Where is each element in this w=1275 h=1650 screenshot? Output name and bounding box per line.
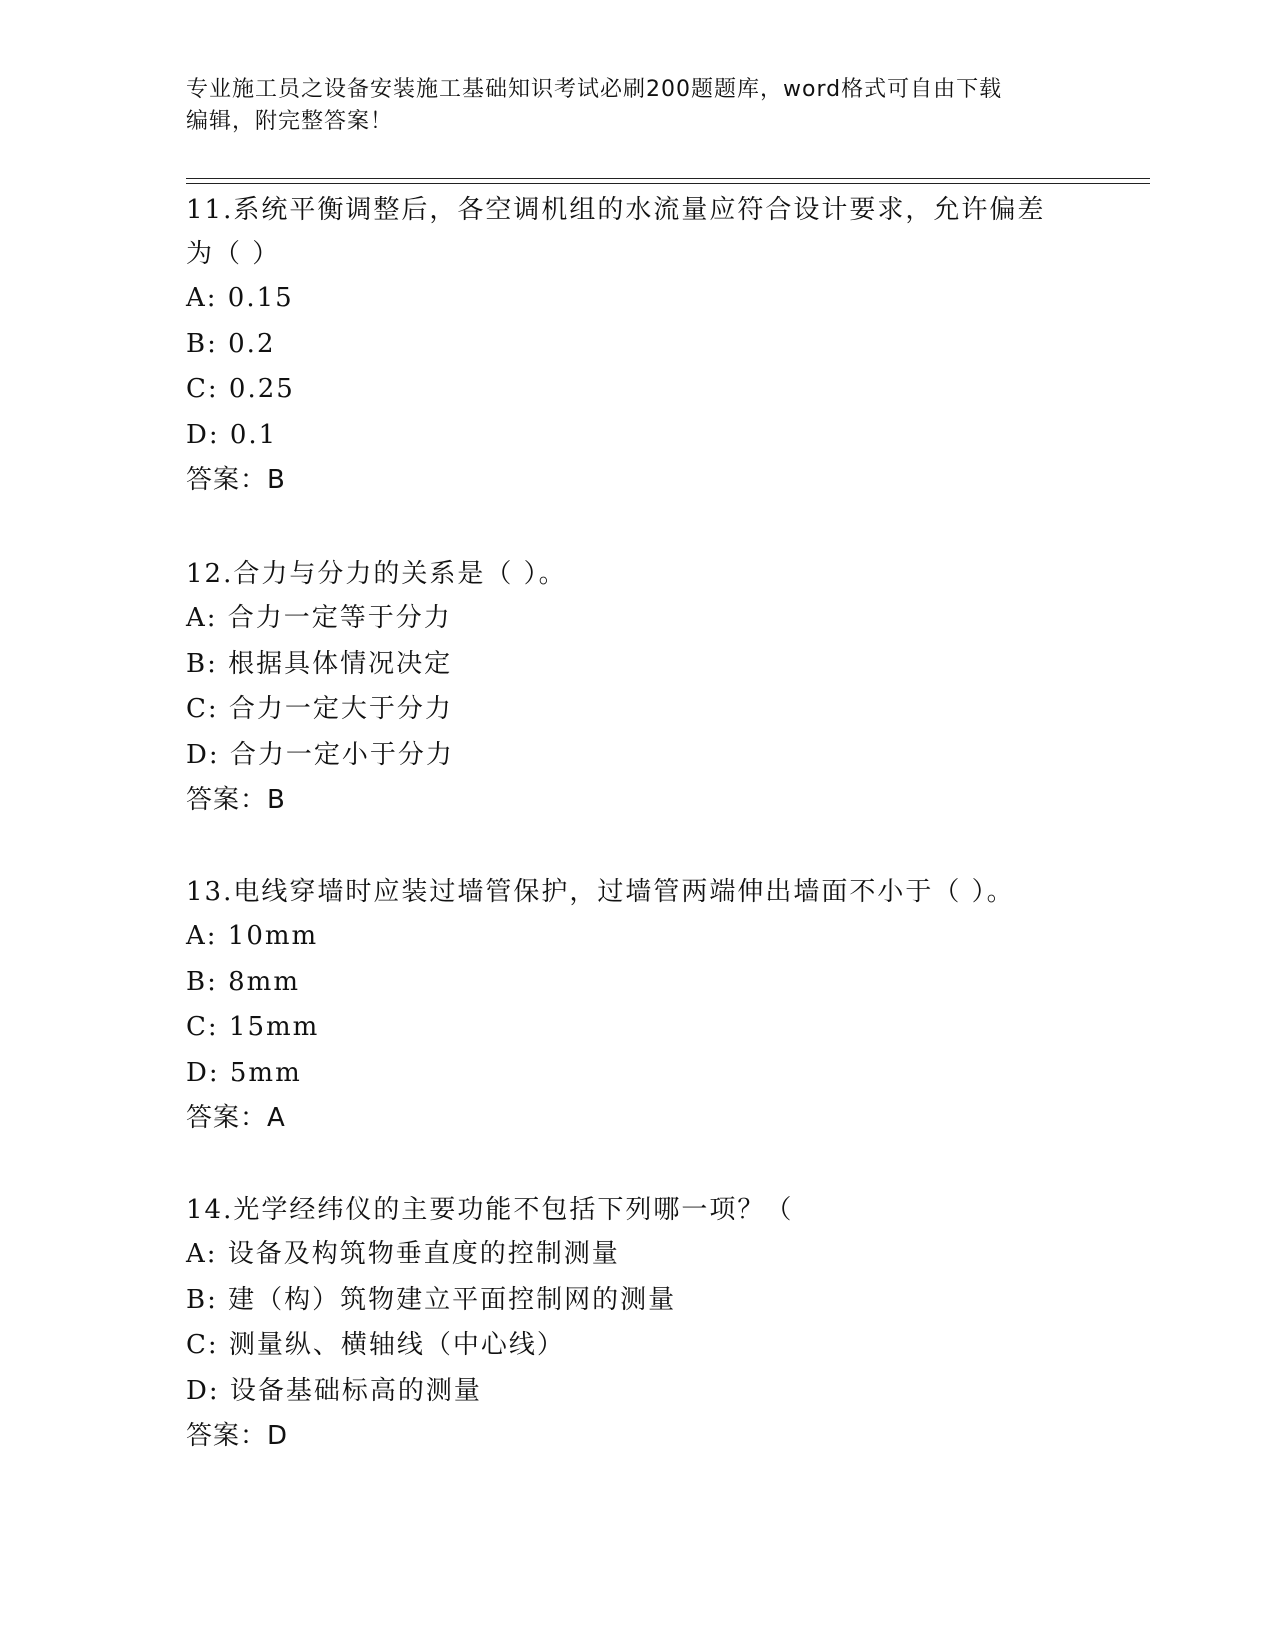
option-b: B: 8mm xyxy=(186,966,300,997)
answer: 答案：D xyxy=(186,1421,289,1451)
option-a: A: 设备及构筑物垂直度的控制测量 xyxy=(186,1239,620,1269)
question-12 xyxy=(186,552,1086,823)
answer: 答案：A xyxy=(186,1103,286,1133)
option-d: D: 设备基础标高的测量 xyxy=(186,1375,482,1406)
header-title-line-1: 专业施工员之设备安装施工基础知识考试必刷200题题库，word格式可自由下载 xyxy=(186,77,1003,102)
option-d: D: 0.1 xyxy=(186,419,278,450)
option-c: C: 测量纵、横轴线（中心线） xyxy=(186,1330,565,1360)
header-divider-bottom xyxy=(186,183,1150,184)
option-d: D: 合力一定小于分力 xyxy=(186,739,454,770)
document-header xyxy=(186,74,1066,138)
option-c: C: 0.25 xyxy=(186,374,295,404)
question-stem: 14.光学经纬仪的主要功能不包括下列哪一项？（ xyxy=(186,1195,794,1225)
question-stem: 11.系统平衡调整后，各空调机组的水流量应符合设计要求，允许偏差 xyxy=(186,195,1046,225)
question-stem: 13.电线穿墙时应装过墙管保护，过墙管两端伸出墙面不小于（ ）。 xyxy=(186,877,1015,907)
header-title-line-2: 编辑，附完整答案！ xyxy=(186,109,394,134)
option-c: C: 15mm xyxy=(186,1012,320,1042)
option-a: A: 10mm xyxy=(186,921,319,951)
option-d: D: 5mm xyxy=(186,1057,302,1088)
option-b: B: 根据具体情况决定 xyxy=(186,648,453,679)
question-stem-continued: 为（ ） xyxy=(186,239,281,269)
option-b: B: 建（构）筑物建立平面控制网的测量 xyxy=(186,1284,677,1315)
option-c: C: 合力一定大于分力 xyxy=(186,694,453,724)
option-a: A: 0.15 xyxy=(186,283,294,313)
header-divider-top xyxy=(186,178,1150,179)
question-13 xyxy=(186,870,1086,1141)
option-b: B: 0.2 xyxy=(186,328,276,359)
answer: 答案：B xyxy=(186,785,286,815)
answer: 答案：B xyxy=(186,465,286,495)
question-11 xyxy=(186,188,1086,503)
question-14 xyxy=(186,1188,1086,1459)
question-stem: 12.合力与分力的关系是（ ）。 xyxy=(186,559,567,589)
option-a: A: 合力一定等于分力 xyxy=(186,603,452,633)
